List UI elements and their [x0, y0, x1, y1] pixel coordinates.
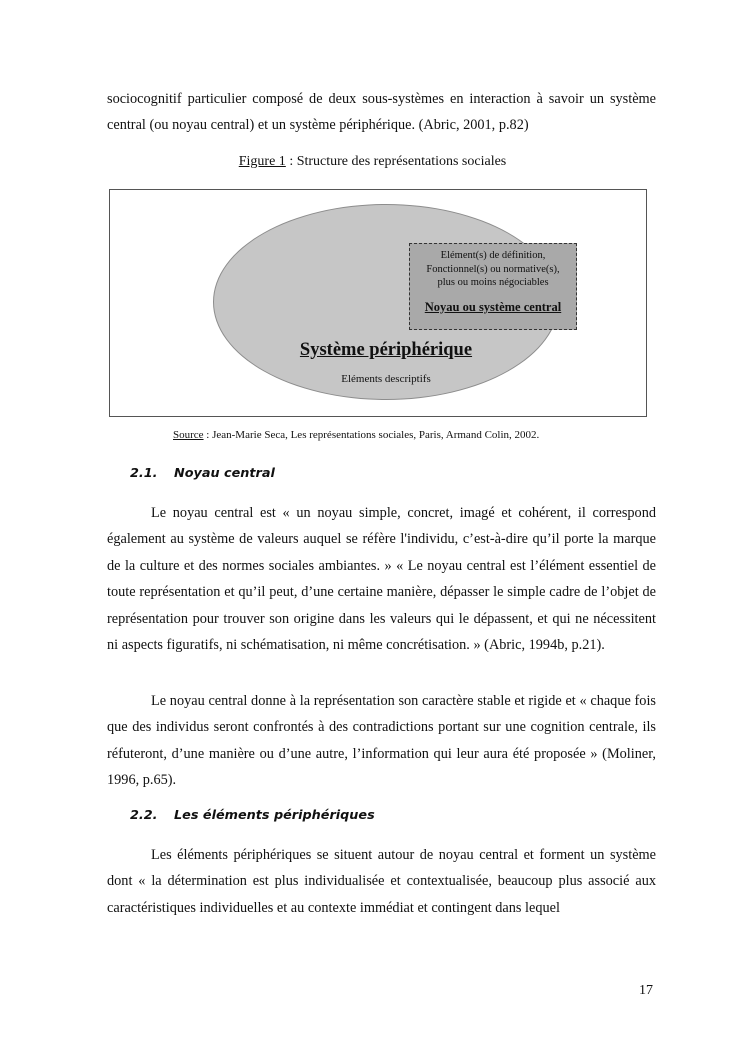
section-title: Noyau central: [174, 466, 275, 481]
source-label: Source: [173, 429, 204, 441]
core-title: Noyau ou système central: [424, 299, 562, 314]
section-number: 2.1.: [130, 466, 158, 481]
body-paragraph: Le noyau central est « un noyau simple, concret, imagé et cohérent, il correspond également au système de valeurs auquel se réfère l'individu, c’est-à-dire qu’il porte la marque de la culture et des normes sociales ambiantes. » « Le noyau central est l’élément essentiel de toute représentation et qu’il peut, d’une certaine manière, dépasser le simple cadre de l’objet de représentation pour trouver son origine dans les valeurs qui le dépassent, et qui ne nécessitent ni aspects figuratifs, ni schématisation, ni même concrétisation. » (Abric, 1994b, p.21).: [107, 505, 656, 654]
figure-caption-label: Figure 1: [238, 154, 286, 169]
figure-source: [173, 429, 539, 441]
figure-caption-text: : Structure des représentations sociales: [285, 154, 507, 169]
section-number: 2.2.: [130, 808, 158, 823]
section-heading-peripheriques: [130, 808, 375, 823]
page-number: 17: [639, 983, 653, 998]
body-paragraph: Les éléments périphériques se situent autour de noyau central et forment un système dont « la détermination est plus individualisée et contextualisée, beaucoup plus associé aux caractéristiques individuelles et au contexte immédiat et contingent dans lequel: [107, 847, 656, 916]
structure-figure: [109, 189, 647, 417]
body-paragraph: Le noyau central donne à la représentation son caractère stable et rigide et « chaque fois que des individus seront confrontés à des contradictions portant sur une cognition centrale, ils réfuteront, d’une manière ou d’une autre, l’information qui leur aura été proposée » (Moliner, 1996, p.65).: [107, 693, 656, 789]
source-text: : Jean-Marie Seca, Les représentations sociales, Paris, Armand Colin, 2002.: [203, 429, 540, 441]
peripheral-description: Eléments descriptifs: [341, 373, 431, 385]
core-desc-line: Elément(s) de définition,: [440, 250, 546, 261]
intro-paragraph: sociocognitif particulier composé de deux sous-systèmes en interaction à savoir un système central (ou noyau central) et un système périphérique. (Abric, 2001, p.82): [107, 91, 656, 134]
core-description: [410, 249, 576, 290]
peripheral-system-ellipse: [213, 204, 562, 400]
core-desc-line: Fonctionnel(s) ou normative(s),: [426, 263, 560, 275]
core-desc-line: plus ou moins négociables: [437, 277, 549, 288]
central-core-box: [409, 243, 577, 330]
figure-caption: [0, 154, 745, 170]
section-heading-noyau: [130, 466, 275, 481]
peripheral-title: Système périphérique: [299, 340, 473, 360]
section-title: Les éléments périphériques: [174, 808, 375, 823]
